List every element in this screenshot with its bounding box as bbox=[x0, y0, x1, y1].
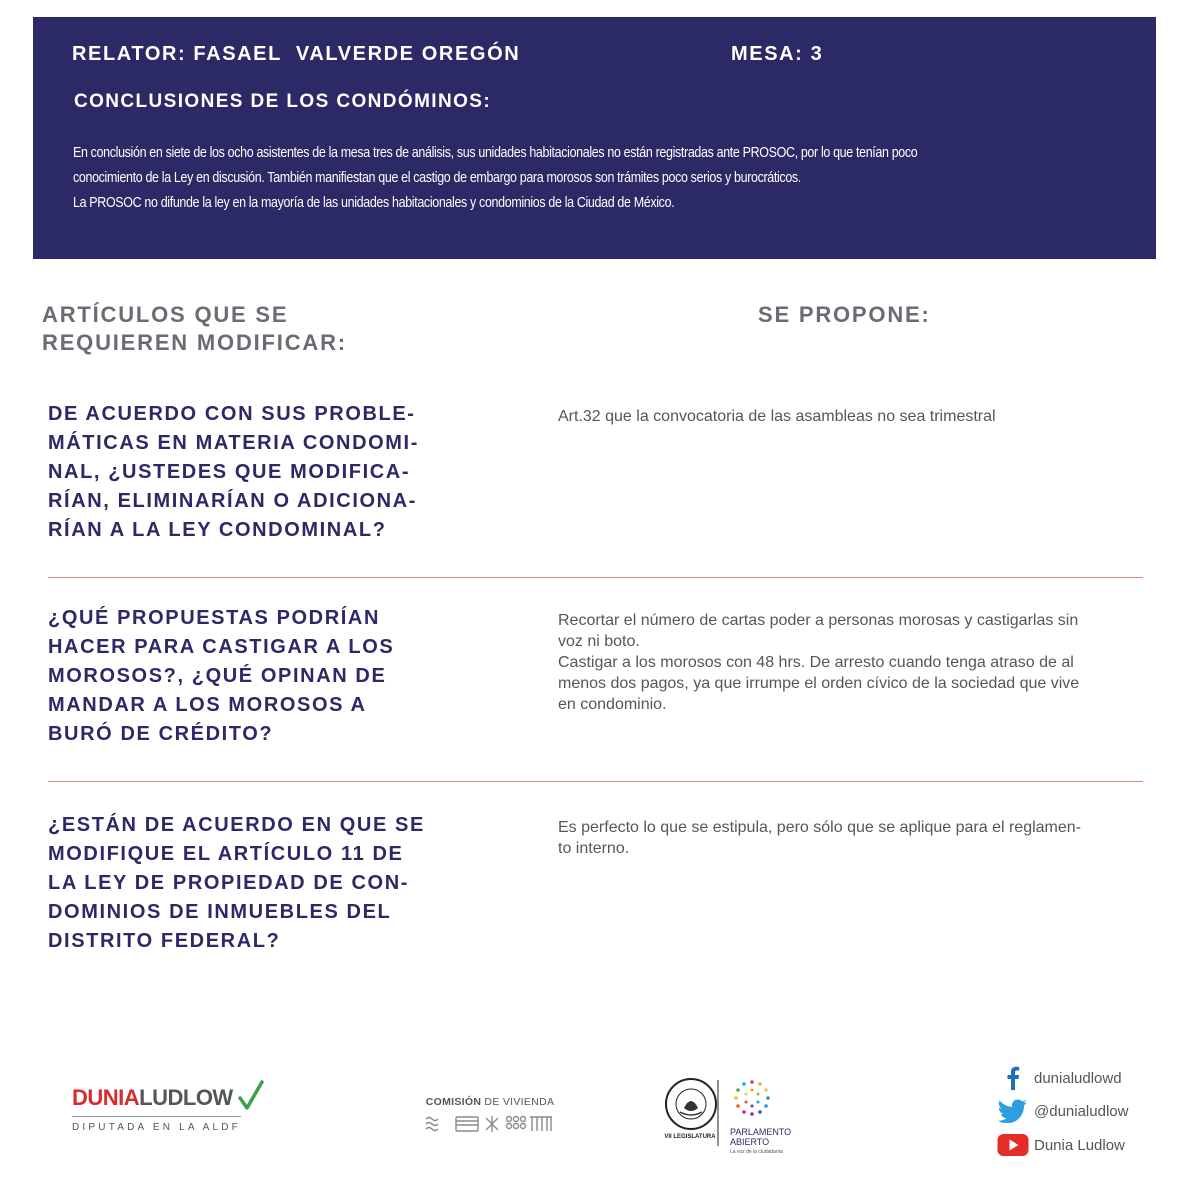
comision-rest: DE VIVIENDA bbox=[481, 1096, 555, 1108]
twitter-icon bbox=[996, 1099, 1030, 1123]
aldf-legislatura: VII LEGISLATURA bbox=[664, 1134, 716, 1140]
question-line: DE ACUERDO CON SUS PROBLE- bbox=[48, 403, 416, 425]
dunia-last-name: LUDLOW bbox=[139, 1085, 233, 1110]
dunia-subtitle: DIPUTADA EN LA ALDF bbox=[72, 1116, 241, 1133]
question-line: RÍAN A LA LEY CONDOMINAL? bbox=[48, 519, 387, 541]
answer-line: to interno. bbox=[558, 840, 630, 857]
articles-heading-line: REQUIEREN MODIFICAR: bbox=[42, 330, 347, 355]
articles-heading bbox=[42, 301, 347, 357]
youtube-link[interactable] bbox=[996, 1133, 1125, 1157]
conclusions-text bbox=[73, 141, 959, 216]
question-line: DOMINIOS DE INMUEBLES DEL bbox=[48, 901, 392, 923]
check-mark-icon bbox=[238, 1080, 264, 1112]
dunia-wordmark bbox=[72, 1086, 241, 1110]
twitter-handle: @dunialudlow bbox=[1034, 1102, 1129, 1120]
question-1 bbox=[48, 400, 448, 545]
answer-line: menos dos pagos, ya que irrumpe el orden cívico de la sociedad que vive bbox=[558, 675, 1080, 692]
question-line: RÍAN, ELIMINARÍAN O ADICIONA- bbox=[48, 490, 417, 512]
facebook-icon bbox=[996, 1066, 1030, 1090]
conclusions-line: La PROSOC no difunde la ley en la mayoría de las unidades habitacionales y condominios de la Ciudad de México. bbox=[73, 195, 675, 211]
question-line: ¿QUÉ PROPUESTAS PODRÍAN bbox=[48, 607, 381, 629]
parlamento-tagline: La voz de la ciudadanía bbox=[730, 1149, 783, 1155]
question-line: HACER PARA CASTIGAR A LOS bbox=[48, 636, 395, 658]
parlamento-line-2: ABIERTO bbox=[730, 1137, 770, 1147]
parlamento-line-1: PARLAMENTO bbox=[730, 1127, 792, 1137]
comision-bold: COMISIÓN bbox=[425, 1096, 482, 1108]
answer-line: Recortar el número de cartas poder a personas morosas y castigarlas sin bbox=[558, 612, 1079, 629]
answer-line: en condominio. bbox=[558, 696, 667, 713]
youtube-icon bbox=[996, 1133, 1030, 1157]
conclusions-title: CONCLUSIONES DE LOS CONDÓMINOS: bbox=[74, 91, 492, 112]
question-line: ¿ESTÁN DE ACUERDO EN QUE SE bbox=[48, 814, 425, 836]
answer-line: voz ni boto. bbox=[558, 633, 640, 650]
mesa-label: MESA: 3 bbox=[731, 43, 824, 65]
question-3 bbox=[48, 811, 448, 956]
question-line: NAL, ¿USTEDES QUE MODIFICA- bbox=[48, 461, 411, 483]
answer-line: Art.32 que la convocatoria de las asambleas no sea trimestral bbox=[558, 408, 996, 425]
parlamento-dots-icon bbox=[730, 1078, 774, 1118]
proposal-heading: SE PROPONE: bbox=[758, 302, 931, 327]
relator-label: RELATOR: FASAEL VALVERDE OREGÓN bbox=[72, 43, 521, 65]
housing-pattern-icon bbox=[420, 1113, 560, 1135]
question-line: MANDAR A LOS MOROSOS A bbox=[48, 694, 367, 716]
answer-line: Castigar a los morosos con 48 hrs. De arresto cuando tenga atraso de al bbox=[558, 654, 1074, 671]
answer-3 bbox=[558, 817, 1148, 859]
parlamento-abierto-logo bbox=[730, 1078, 791, 1157]
parlamento-name bbox=[730, 1127, 791, 1157]
question-line: MOROSOS?, ¿QUÉ OPINAN DE bbox=[48, 665, 387, 687]
question-line: BURÓ DE CRÉDITO? bbox=[48, 723, 274, 745]
comision-vivienda-logo bbox=[415, 1096, 565, 1140]
youtube-channel: Dunia Ludlow bbox=[1034, 1136, 1125, 1154]
answer-2 bbox=[558, 610, 1148, 715]
dunia-ludlow-logo bbox=[72, 1086, 241, 1133]
answer-1 bbox=[558, 406, 1148, 427]
twitter-link[interactable] bbox=[996, 1099, 1128, 1123]
question-line: LA LEY DE PROPIEDAD DE CON- bbox=[48, 872, 410, 894]
conclusions-banner bbox=[33, 17, 1156, 259]
question-line: MODIFIQUE EL ARTÍCULO 11 DE bbox=[48, 843, 404, 865]
question-line: MÁTICAS EN MATERIA CONDOMI- bbox=[48, 432, 419, 454]
row-divider bbox=[48, 577, 1143, 578]
articles-heading-line: ARTÍCULOS QUE SE bbox=[42, 302, 289, 327]
question-line: DISTRITO FEDERAL? bbox=[48, 930, 281, 952]
aldf-logo bbox=[660, 1076, 722, 1151]
question-2 bbox=[48, 604, 448, 749]
conclusions-line: conocimiento de la Ley en discusión. También manifiestan que el castigo de embargo para morosos son trámites poco serios y burocráticos. bbox=[73, 170, 801, 186]
conclusions-line: En conclusión en siete de los ocho asistentes de la mesa tres de análisis, sus unidades habitacionales no están registradas ante PROSOC, por lo que tenían poco bbox=[73, 145, 918, 161]
dunia-first-name: DUNIA bbox=[72, 1085, 140, 1110]
comision-name bbox=[415, 1096, 565, 1108]
row-divider bbox=[48, 781, 1143, 782]
answer-line: Es perfecto lo que se estipula, pero sólo que se aplique para el reglamen- bbox=[558, 819, 1081, 836]
facebook-handle: dunialudlowd bbox=[1034, 1069, 1122, 1087]
facebook-link[interactable] bbox=[996, 1066, 1122, 1090]
